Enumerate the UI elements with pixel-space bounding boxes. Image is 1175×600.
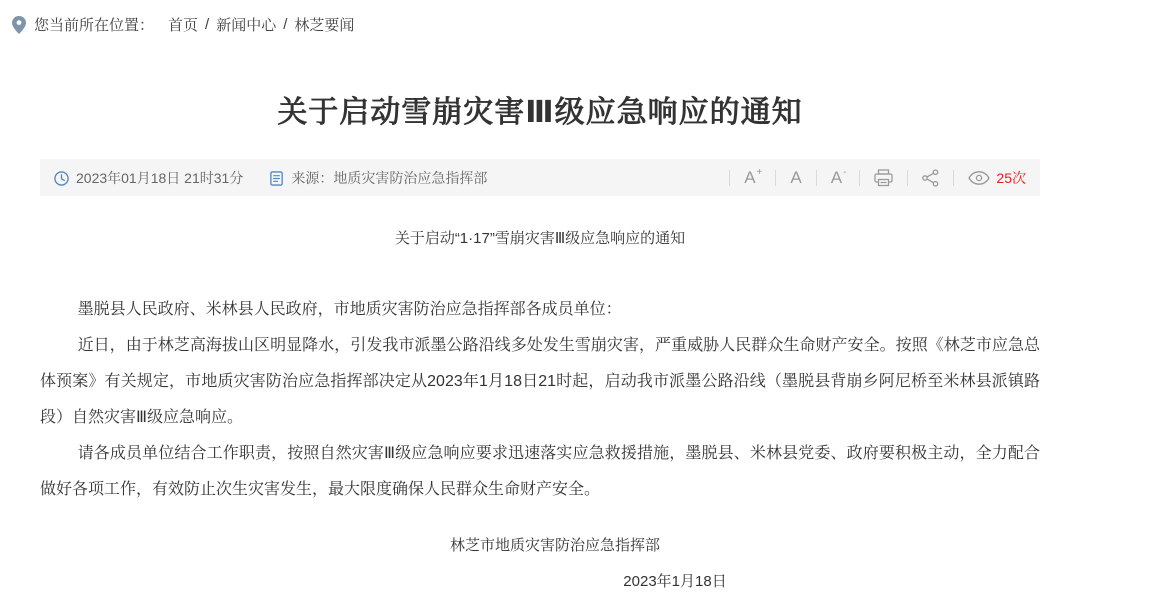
print-button[interactable]: [860, 169, 907, 187]
location-pin-icon: [12, 16, 26, 34]
share-button[interactable]: [908, 169, 953, 187]
document-icon: [269, 171, 284, 186]
printer-icon: [874, 169, 893, 187]
breadcrumb-separator: /: [283, 16, 288, 33]
signature-date: 2023年1月18日: [623, 573, 727, 590]
font-decrease-button[interactable]: A -: [830, 166, 847, 187]
font-increase-button[interactable]: A +: [744, 166, 763, 187]
font-normal-button[interactable]: A: [790, 168, 802, 187]
article-meta-info: [54, 168, 487, 188]
source-group: [269, 168, 487, 188]
signature-org: 林芝市地质灾害防治应急指挥部: [449, 537, 660, 554]
breadcrumb: [0, 0, 1080, 35]
breadcrumb-item-linzhi-news[interactable]: 林芝要闻: [294, 17, 355, 34]
clock-icon: [54, 171, 69, 186]
article-toolbar: [729, 168, 1030, 188]
eye-icon: [968, 171, 990, 185]
publish-date: 2023年01月18日 21时31分: [76, 169, 244, 186]
page-title: 关于启动雪崩灾害Ⅲ级应急响应的通知: [277, 96, 803, 129]
article-source: 来源：地质灾害防治应急指挥部: [291, 169, 488, 186]
paragraph: 请各成员单位结合工作职责，按照自然灾害Ⅲ级应急响应要求迅速落实应急救援措施，墨脱县、米林县党委、政府要积极主动，全力配合做好各项工作，有效防止次生灾害发生，最大限度确保人民群众生命财产安全。: [40, 445, 1040, 498]
breadcrumb-item-news-center[interactable]: 新闻中心: [216, 17, 277, 34]
article-sub-title: 关于启动“1·17”雪崩灾害Ⅲ级应急响应的通知: [394, 230, 686, 247]
view-counter: [954, 168, 1030, 188]
paragraph: 近日，由于林芝高海拔山区明显降水，引发我市派墨公路沿线多处发生雪崩灾害，严重威胁人民群众生命财产安全。按照《林芝市应急总体预案》有关规定，市地质灾害防治应急指挥部决定从2023年1月18日21时起，启动我市派墨公路沿线（墨脱县背崩乡阿尼桥至米林县派镇路段）自然灾害Ⅲ级应急响应。: [40, 337, 1040, 426]
breadcrumb-label: 您当前所在位置：: [34, 17, 155, 34]
views-count: 25次: [996, 169, 1026, 186]
signature-block: [40, 528, 1040, 600]
breadcrumb-item-home[interactable]: 首页: [168, 17, 199, 34]
article-body: [40, 227, 1040, 600]
paragraph: 墨脱县人民政府、米林县人民政府，市地质灾害防治应急指挥部各成员单位：: [77, 301, 622, 318]
article-meta-bar: [40, 159, 1040, 196]
breadcrumb-separator: /: [205, 16, 210, 33]
share-icon: [922, 169, 939, 187]
